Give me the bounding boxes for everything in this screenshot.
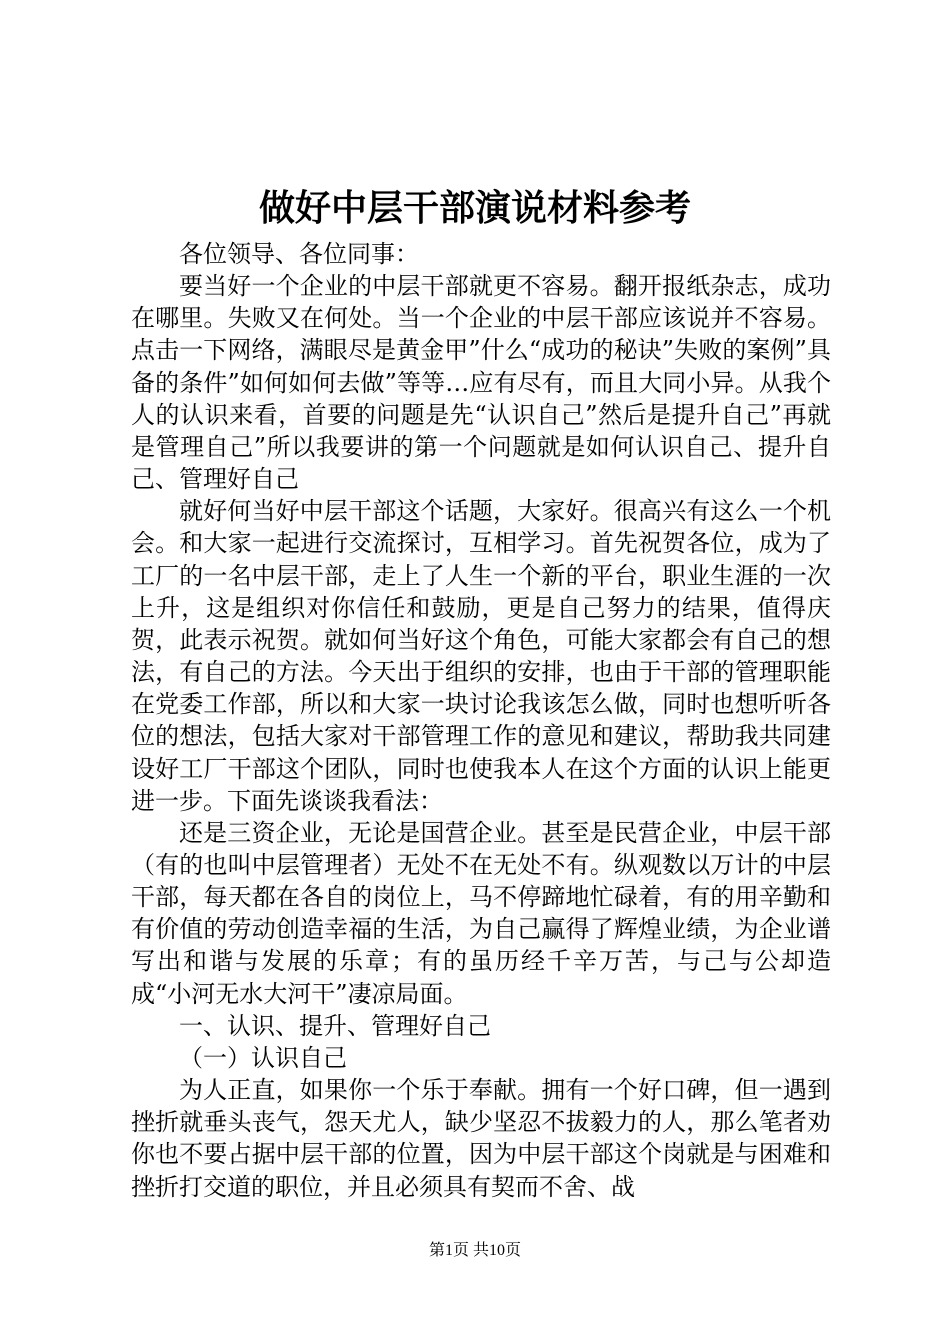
document-title: 做好中层干部演说材料参考 bbox=[258, 187, 691, 229]
document-body bbox=[131, 238, 831, 1203]
paragraph-1: 要当好一个企业的中层干部就更不容易。翻开报纸杂志，成功在哪里。失败又在何处。当一个企业的中层干部应该说并不容易。点击一下网络，满眼尽是黄金甲”什么“成功的秘诀”失败的案例”具备的条件”如何如何去做”等等…应有尽有，而且大同小异。从我个人的认识来看，首要的问题是先“认识自己”然后是提升自己”再就是管理自己”所以我要讲的第一个问题就是如何认识自己、提升自己、管理好自己 bbox=[131, 272, 831, 494]
subsection-heading: （一）认识自己 bbox=[179, 1043, 347, 1072]
salutation: 各位领导、各位同事： bbox=[179, 240, 419, 268]
page-footer: 第1页 共10页 bbox=[428, 1242, 521, 1259]
paragraph-4: 为人正直，如果你一个乐于奉献。拥有一个好口碑，但一遇到挫折就垂头丧气，怨天尤人，缺少坚忍不拔毅力的人，那么笔者劝你也不要占据中层干部的位置，因为中层干部这个岗就是与困难和挫折打交道的职位，并且必须具有契而不舍、战 bbox=[131, 1076, 831, 1201]
section-heading: 一、认识、提升、管理好自己 bbox=[179, 1011, 491, 1040]
paragraph-2: 就好何当好中层干部这个话题，大家好。很高兴有这么一个机会。和大家一起进行交流探讨，互相学习。首先祝贺各位，成为了工厂的一名中层干部，走上了人生一个新的平台，职业生涯的一次上升，这是组织对你信任和鼓励，更是自己努力的结果，值得庆贺，此表示祝贺。就如何当好这个角色，可能大家都会有自己的想法，有自己的方法。今天出于组织的安排，也由于干部的管理职能在党委工作部，所以和大家一块讨论我该怎么做，同时也想听听各位的想法，包括大家对干部管理工作的意见和建议，帮助我共同建设好工厂干部这个团队，同时也使我本人在这个方面的认识上能更进一步。下面先谈谈我看法： bbox=[131, 497, 831, 815]
paragraph-3: 还是三资企业，无论是国营企业。甚至是民营企业，中层干部（有的也叫中层管理者）无处不在无处不有。纵观数以万计的中层干部，每天都在各自的岗位上，马不停蹄地忙碌着，有的用辛勤和有价值的劳动创造幸福的生活，为自己赢得了辉煌业绩，为企业谱写出和谐与发展的乐章；有的虽历经千辛万苦，与己与公却造成“小河无水大河干”凄凉局面。 bbox=[131, 818, 831, 1008]
